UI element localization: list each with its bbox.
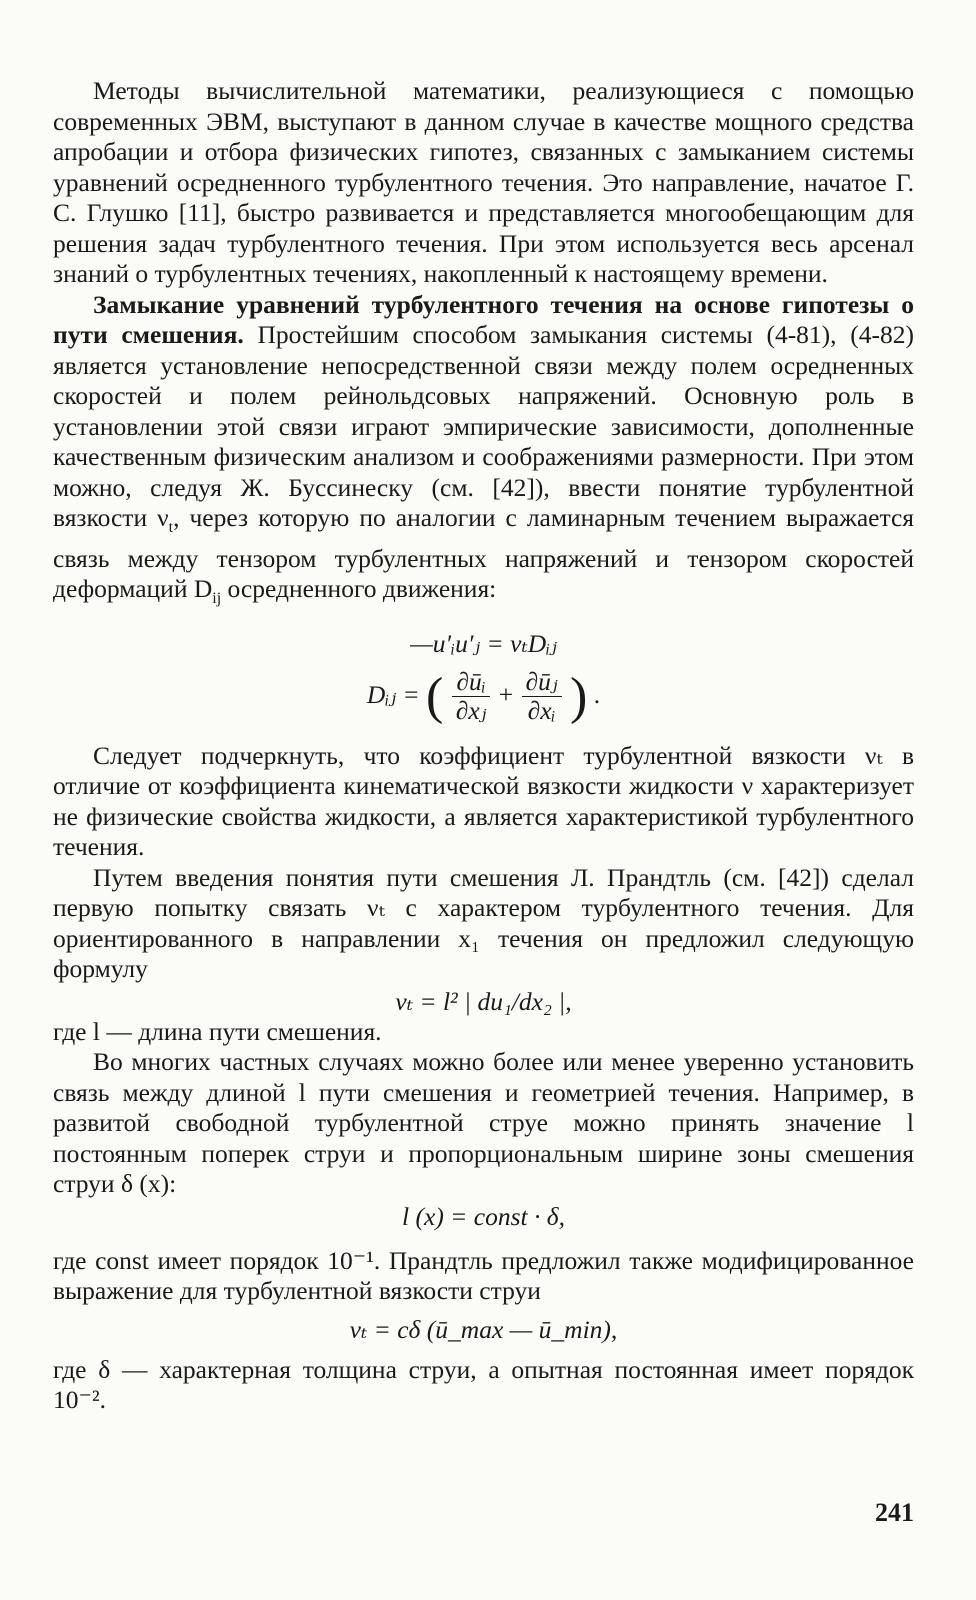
equation-reynolds-stress: —u′ᵢu′ⱼ = νₜDᵢⱼ	[410, 628, 557, 658]
paragraph-8: где δ — характерная толщина струи, а опытная постоянная имеет порядок 10⁻².	[53, 1354, 914, 1415]
subscript-t: t	[168, 519, 174, 537]
fraction-2-numerator: ∂ūⱼ	[522, 668, 562, 697]
plus-sign: +	[498, 679, 514, 709]
subscript-ij: ij	[212, 590, 222, 608]
paragraph-2-body: Простейшим способом замыкания системы (4-81), (4-82) является установление непосредственной связи между полем осредненных скоростей и полем рейнольдсовых напряжений. Основную роль в установлении этой связи играют эмпирические зависимости, дополненные качественным физическим анализом и соображениями размерности. При этом можно, следуя Ж. Буссинеску (см. [42]), ввести понятие турбулентной вязкости ν	[53, 320, 914, 532]
paragraph-6: Во многих частных случаях можно более или менее уверенно установить связь между длиной l пути смешения и геометрией течения. Например, в развитой свободной турбулентной струе можно принять значение l постоянным поперек струи и пропорциональным ширине зоны смешения струи δ (x):	[53, 1047, 914, 1199]
paragraph-2-end: осредненного движения:	[221, 574, 497, 604]
paragraph-4: Путем введения понятия пути смешения Л. Прандтль (см. [42]) сделал первую попытку связать νₜ с характером турбулентного течения. Для ориентированного в направлении x₁ течения он предложил следующую формулу	[53, 862, 914, 984]
paragraph-3: Следует подчеркнуть, что коэффициент турбулентной вязкости νₜ в отличие от коэффициента кинематической вязкости жидкости ν характеризует не физические свойства жидкости, а является характеристикой турбулентного течения.	[53, 740, 914, 862]
fraction-2-denominator: ∂xᵢ	[527, 696, 556, 726]
equation-length-const: l (x) = const · δ,	[402, 1201, 565, 1231]
paragraph-7: где const имеет порядок 10⁻¹. Прандтль предложил также модифицированное выражение для турбулентной вязкости струи	[53, 1245, 914, 1306]
section-heading: Замыкание уравнений турбулентного течения на основе гипотезы о пути смешения.	[53, 289, 914, 349]
equation-mixing-length: νₜ = l² | du₁/dx₂ |,	[395, 986, 572, 1016]
fraction-1-numerator: ∂ūᵢ	[452, 668, 491, 697]
equation-jet-viscosity: νₜ = cδ (ū_max — ū_min),	[349, 1314, 618, 1344]
fraction-1-denominator: ∂xⱼ	[455, 696, 487, 726]
equation-2-period: .	[593, 679, 601, 709]
paragraph-5: где l — длина пути смешения.	[53, 1016, 382, 1046]
fraction-2	[522, 668, 562, 725]
paragraph-2-tail: , через которую по аналогии с ламинарным течением выражается связь между тензором турбулентных напряжений и тензором скоростей деформаций D	[53, 503, 915, 604]
paragraph-2	[53, 290, 914, 615]
fraction-1	[452, 668, 491, 725]
equation-strain-rate	[53, 667, 914, 727]
paragraph-1: Методы вычислительной математики, реализующиеся с помощью современных ЭВМ, выступают в данном случае в качестве мощного средства апробации и отбора физических гипотез, связанных с замыканием системы уравнений осредненного турбулентного течения. Это направление, начатое Г. С. Глушко [11], быстро развивается и представляется многообещающим для решения задач турбулентного течения. При этом используется весь арсенал знаний о турбулентных течениях, накопленный к настоящему времени.	[53, 76, 914, 288]
equation-2-lhs: Dᵢⱼ =	[366, 679, 420, 709]
page-number: 241	[875, 1498, 914, 1527]
left-paren: (	[426, 667, 444, 725]
right-paren: )	[570, 667, 588, 725]
